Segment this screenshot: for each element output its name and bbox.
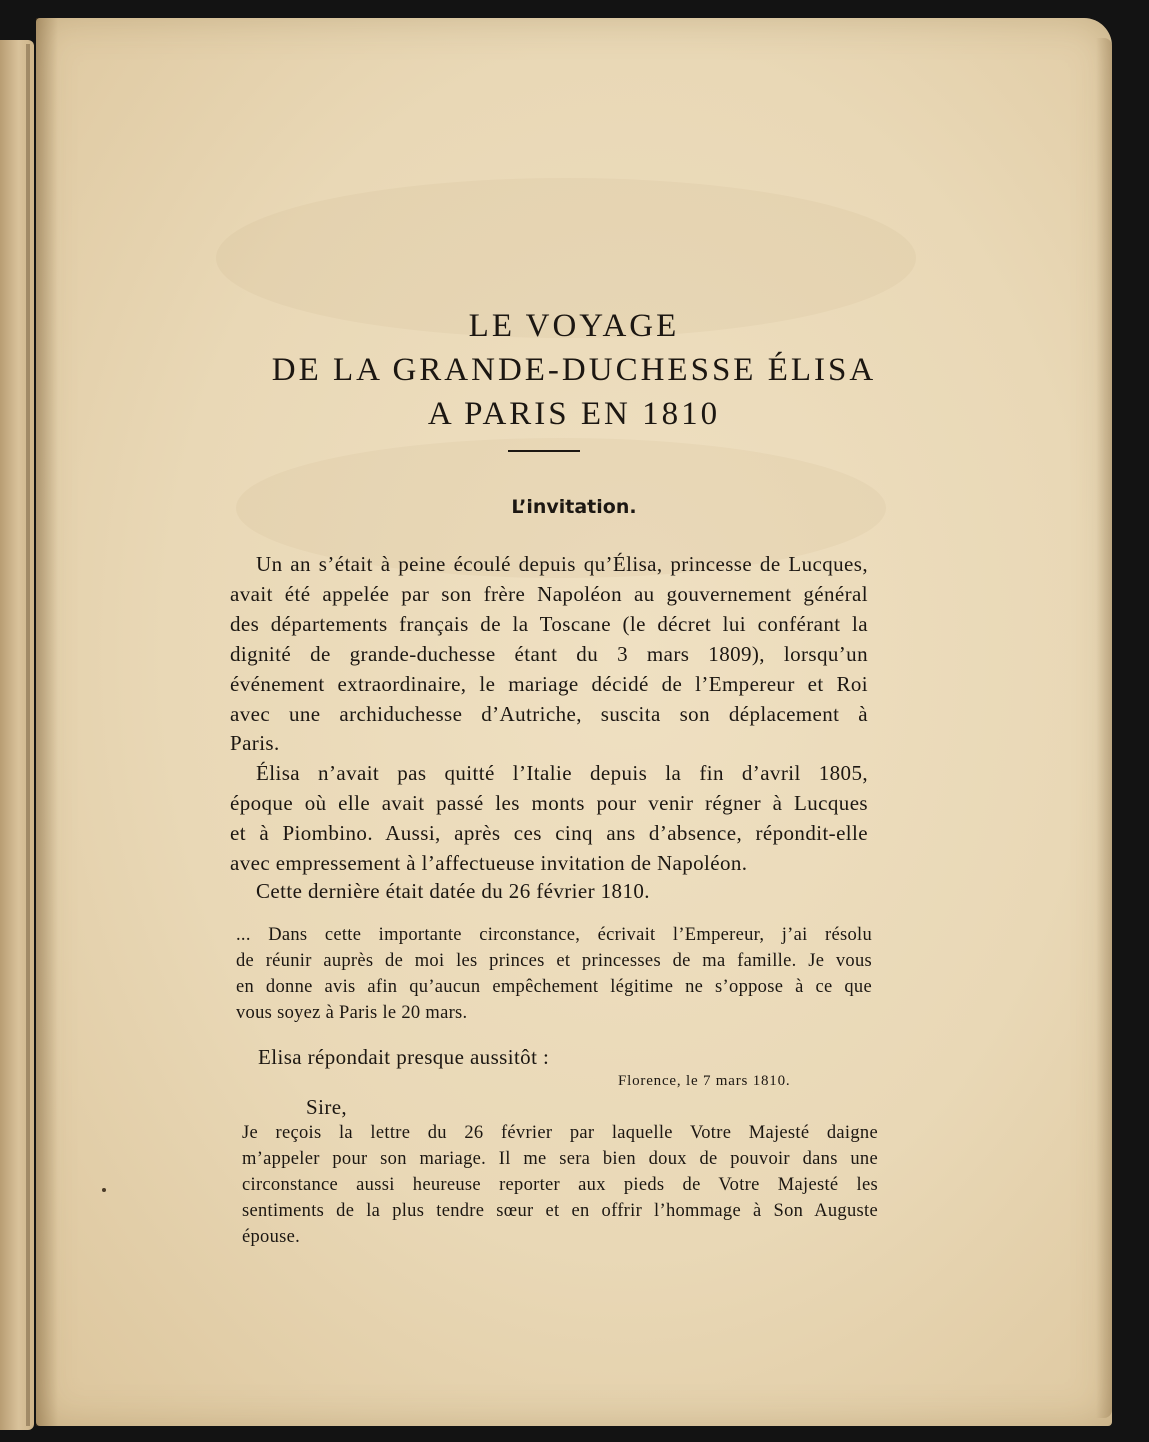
title-rule [508, 450, 580, 452]
quote-line: en donne avis afin qu’aucun empêchement légitime ne s’oppose à ce que [236, 977, 872, 997]
title-line-1: LE VOYAGE [468, 308, 680, 344]
paragraph-line: événement extraordinaire, le mariage décidé de l’Empereur et Roi [230, 672, 868, 696]
quote-line: de réunir auprès de moi les princes et princesses de ma famille. Je vous [236, 951, 872, 971]
letter-line: m’appeler pour son mariage. Il me sera bien doux de pouvoir dans une [242, 1149, 878, 1169]
title-line-3: A PARIS EN 1810 [427, 396, 721, 432]
paragraph-line: avait été appelée par son frère Napoléon au gouvernement général [230, 582, 868, 606]
binding-shadow [26, 44, 30, 1426]
letter-line: sentiments de la plus tendre sœur et en offrir l’hommage à Son Auguste [242, 1201, 878, 1221]
paragraph-line: avec une archiduchesse d’Autriche, suscita son déplacement à [230, 702, 868, 726]
paragraph-line: dignité de grande-duchesse étant du 3 mars 1809), lorsqu’un [230, 642, 868, 666]
paragraph-line: et à Piombino. Aussi, après ces cinq ans d’absence, répondit-elle [230, 821, 868, 845]
letter-line: épouse. [242, 1227, 301, 1247]
paragraph-line: avec empressement à l’affectueuse invitation de Napoléon. [230, 851, 748, 875]
paragraph-line: Élisa n’avait pas quitté l’Italie depuis la fin d’avril 1805, [256, 761, 868, 785]
letter-salutation: Sire, [306, 1095, 348, 1119]
letter-dateline: Florence, le 7 mars 1810. [618, 1073, 791, 1089]
reply-intro: Elisa répondait presque aussitôt : [258, 1045, 550, 1069]
page-content [36, 18, 1112, 1426]
title-line-2: DE LA GRANDE-DUCHESSE ÉLISA [271, 352, 877, 388]
letter-line: circonstance aussi heureuse reporter aux pieds de Votre Majesté les [242, 1175, 878, 1195]
paragraph-line: des départements français de la Toscane (le décret lui conférant la [230, 612, 868, 636]
section-title: L’invitation. [511, 496, 637, 518]
paragraph-line: Un an s’était à peine écoulé depuis qu’Élisa, princesse de Lucques, [256, 552, 868, 576]
quote-line: vous soyez à Paris le 20 mars. [236, 1003, 468, 1023]
paragraph-line: époque où elle avait passé les monts pour venir régner à Lucques [230, 791, 868, 815]
book-page [36, 18, 1112, 1426]
paragraph-line: Cette dernière était datée du 26 février 1810. [256, 879, 650, 903]
quote-line: ... Dans cette importante circonstance, écrivait l’Empereur, j’ai résolu [236, 925, 872, 945]
paragraph-line: Paris. [230, 731, 280, 755]
letter-line: Je reçois la lettre du 26 février par laquelle Votre Majesté daigne [242, 1123, 878, 1143]
